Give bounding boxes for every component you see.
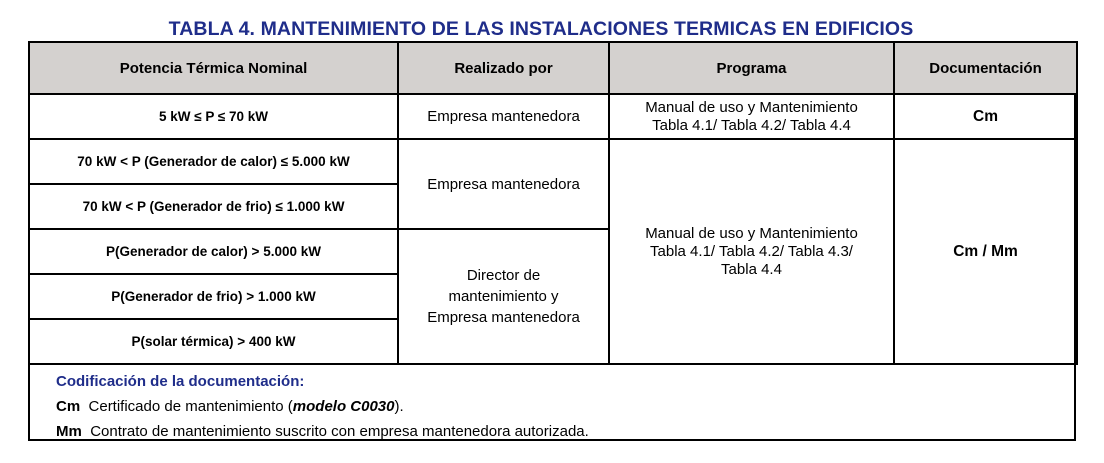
programa-cell	[609, 94, 894, 139]
legend-model: modelo C0030	[292, 398, 395, 415]
legend-text-cm: Certificado de mantenimiento (	[88, 398, 293, 415]
potencia-cell: 70 kW < P (Generador de frio) ≤ 1.000 kW	[29, 184, 398, 229]
documentacion-cell: Cm	[894, 94, 1077, 139]
programa-line: Tabla 4.1/ Tabla 4.2/ Tabla 4.3/	[650, 242, 853, 260]
realizado-line: Director de	[466, 267, 541, 284]
legend-code-cm: Cm	[56, 398, 81, 415]
potencia-cell: 5 kW ≤ P ≤ 70 kW	[29, 94, 398, 139]
header-documentacion: Documentación	[894, 42, 1077, 94]
legend-text-cm-end: ).	[394, 398, 404, 415]
table-title: TABLA 4. MANTENIMIENTO DE LAS INSTALACIONES TERMICAS EN EDIFICIOS	[168, 18, 914, 40]
header-potencia: Potencia Térmica Nominal	[29, 42, 398, 94]
header-row	[29, 42, 1077, 94]
table-row	[29, 139, 1077, 184]
realizado-cell: Empresa mantenedora	[398, 139, 609, 229]
programa-line: Tabla 4.4	[721, 260, 782, 278]
programa-line: Tabla 4.1/ Tabla 4.2/ Tabla 4.4	[652, 116, 851, 134]
legend-item-mm	[56, 419, 589, 444]
programa-line: Manual de uso y Mantenimiento	[645, 98, 858, 116]
header-realizado: Realizado por	[398, 42, 609, 94]
programa-line: Manual de uso y Mantenimiento	[645, 224, 858, 242]
potencia-cell: 70 kW < P (Generador de calor) ≤ 5.000 kW	[29, 139, 398, 184]
potencia-cell: P(solar térmica) > 400 kW	[29, 319, 398, 364]
potencia-cell: P(Generador de frio) > 1.000 kW	[29, 274, 398, 319]
documentation-legend	[56, 369, 589, 444]
potencia-cell: P(Generador de calor) > 5.000 kW	[29, 229, 398, 274]
realizado-line: mantenimiento y	[448, 288, 559, 305]
realizado-cell: Empresa mantenedora	[398, 94, 609, 139]
legend-title: Codificación de la documentación:	[56, 373, 305, 390]
realizado-cell	[398, 229, 609, 364]
maintenance-table	[28, 41, 1078, 365]
table-row	[29, 94, 1077, 139]
legend-code-mm: Mm	[56, 423, 82, 440]
legend-text-mm: Contrato de mantenimiento suscrito con empresa mantenedora autorizada.	[90, 423, 589, 440]
documentacion-cell: Cm / Mm	[894, 139, 1077, 364]
programa-cell	[609, 139, 894, 364]
header-programa: Programa	[609, 42, 894, 94]
legend-item-cm	[56, 394, 589, 419]
realizado-line: Empresa mantenedora	[427, 309, 580, 326]
